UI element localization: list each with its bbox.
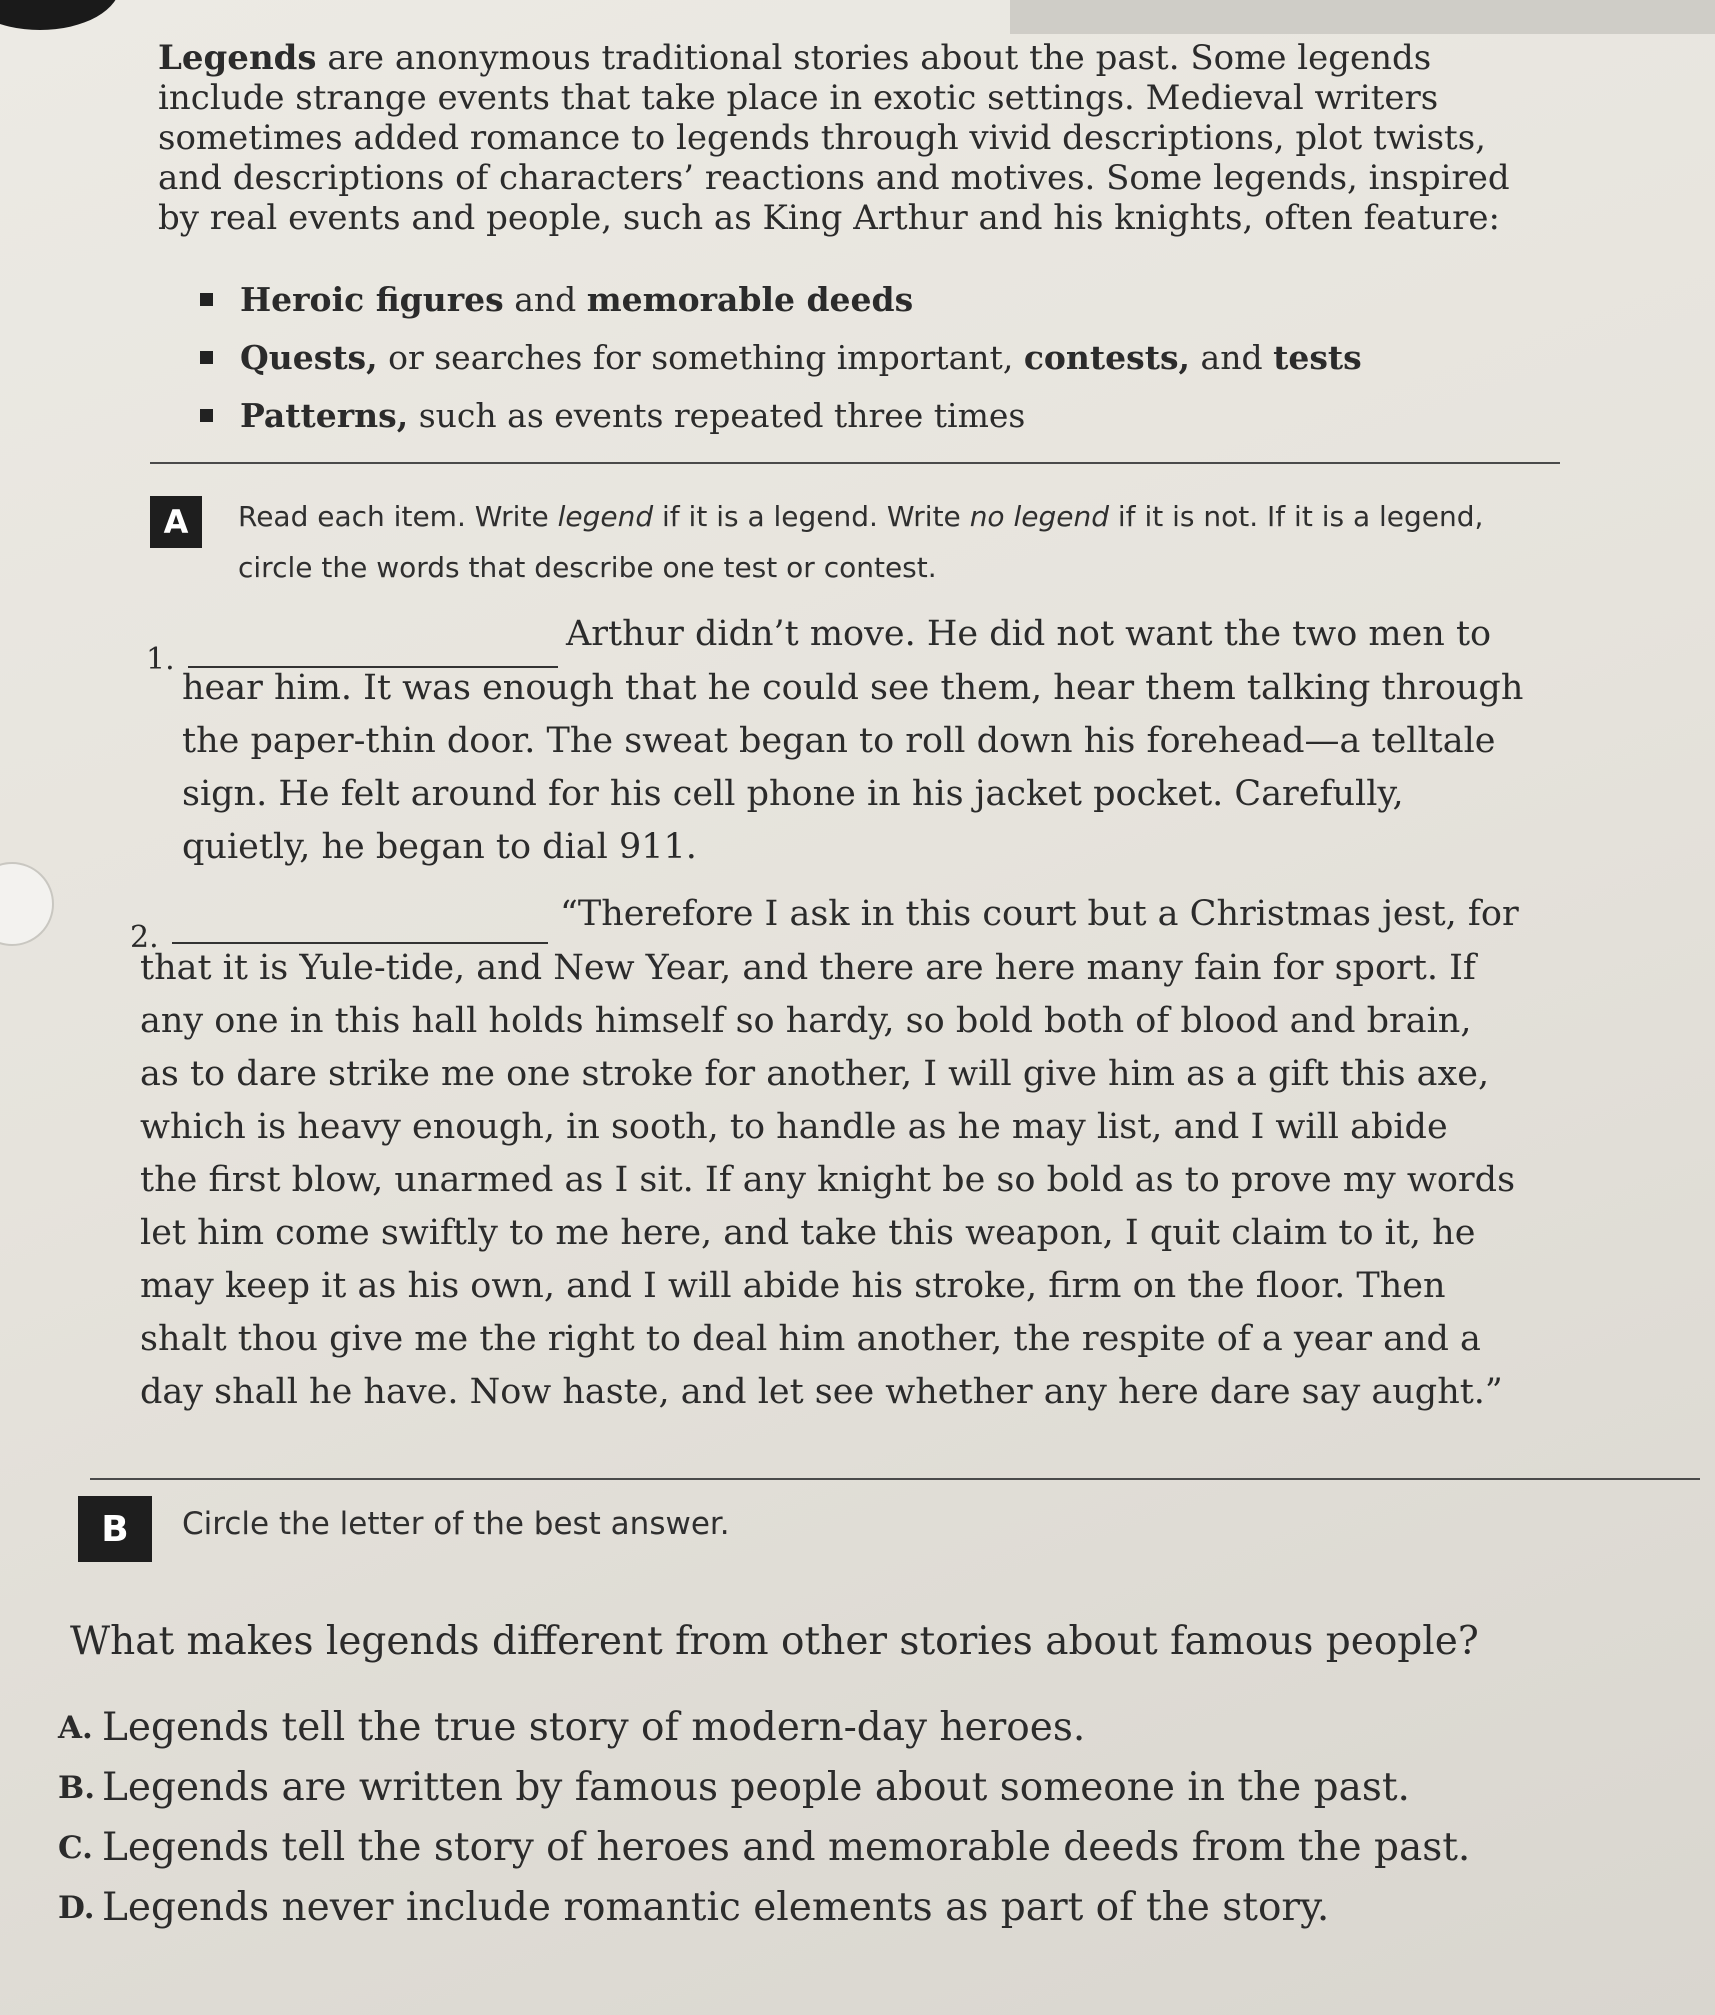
section-b-badge: B [78, 1496, 152, 1562]
option-c[interactable] [58, 1818, 1698, 1878]
instruction-term: no legend [969, 500, 1109, 533]
option-text: Legends are written by famous people about someone in the past. [102, 1765, 1410, 1810]
item-2-number: 2. [130, 920, 159, 955]
intro-term: Legends [158, 38, 317, 78]
passage-line: the first blow, unarmed as I sit. If any knight be so bold as to prove my words [140, 1160, 1516, 1200]
item-1-passage [182, 662, 1602, 874]
passage-line: shalt thou give me the right to deal him another, the respite of a year and a [140, 1319, 1481, 1359]
bullet-text: and [1190, 337, 1274, 377]
passage-line: the paper-thin door. The sweat began to roll down his forehead—a telltale [182, 721, 1496, 761]
bullet-text: and [503, 279, 587, 319]
passage-line: hear him. It was enough that he could see them, hear them talking through [182, 668, 1524, 708]
instruction-text: if it is a legend. Write [653, 500, 970, 533]
section-a-instructions [238, 500, 1578, 584]
bold-term: tests [1273, 337, 1362, 377]
option-letter[interactable]: C. [58, 1830, 93, 1866]
feature-list [200, 270, 1480, 444]
page-corner-shadow [0, 0, 120, 30]
section-a-badge: A [150, 496, 202, 548]
bold-term: Heroic figures [240, 279, 504, 319]
item-2-answer-blank[interactable] [172, 914, 548, 944]
bullet-text: such as events repeated three times [408, 395, 1026, 435]
question-text: What makes legends different from other stories about famous people? [70, 1619, 1479, 1664]
bullet-text: or searches for something important, [377, 337, 1024, 377]
intro-text: are anonymous traditional stories about the past. Some legends include strange events that take place in exotic settings. Medieval writers sometimes added romance to legends through vivid descriptions, plot twists, and descriptions of characters’ reactions and motives. Some legends, inspired by real events and people, such as King Arthur and his knights, often feature: [158, 38, 1510, 238]
item-1-first-line: Arthur didn’t move. He did not want the two men to [566, 614, 1492, 654]
passage-line: may keep it as his own, and I will abide his stroke, firm on the floor. Then [140, 1266, 1446, 1306]
passage-line: sign. He felt around for his cell phone in his jacket pocket. Carefully, [182, 774, 1404, 814]
bold-term: memorable deeds [586, 279, 914, 319]
option-letter[interactable]: A. [58, 1710, 93, 1746]
passage-line: that it is Yule-tide, and New Year, and there are here many fain for sport. If [140, 948, 1476, 988]
option-text: Legends tell the story of heroes and memorable deeds from the past. [102, 1825, 1471, 1870]
passage-line: day shall he have. Now haste, and let see whether any here dare say aught.” [140, 1372, 1503, 1412]
feature-item [200, 328, 1480, 386]
section-b-instructions: Circle the letter of the best answer. [182, 1506, 730, 1542]
bold-term: Patterns, [240, 395, 409, 435]
option-b[interactable] [58, 1758, 1698, 1818]
passage-line: which is heavy enough, in sooth, to handle as he may list, and I will abide [140, 1107, 1448, 1147]
instruction-text: if it is not. If it is a legend, [1109, 500, 1484, 533]
option-d[interactable] [58, 1878, 1698, 1938]
section-divider [150, 462, 1560, 464]
passage-line: as to dare strike me one stroke for another, I will give him as a gift this axe, [140, 1054, 1490, 1094]
feature-item [200, 386, 1480, 444]
binder-hole [0, 862, 54, 946]
instruction-text: Read each item. Write [238, 500, 558, 533]
feature-item [200, 270, 1480, 328]
answer-options [58, 1698, 1698, 1938]
option-letter[interactable]: D. [58, 1890, 95, 1926]
bullet-square-icon [200, 409, 213, 422]
passage-line: any one in this hall holds himself so hardy, so bold both of blood and brain, [140, 1001, 1472, 1041]
bullet-square-icon [200, 293, 213, 306]
item-2-passage [140, 942, 1700, 1419]
section-divider [90, 1478, 1700, 1480]
instruction-term: legend [557, 500, 654, 533]
bullet-square-icon [200, 351, 213, 364]
instruction-text: circle the words that describe one test or contest. [238, 551, 937, 584]
page-edge-strip [1010, 0, 1715, 34]
item-2-first-line: “Therefore I ask in this court but a Christmas jest, for [560, 894, 1519, 934]
bold-term: Quests, [240, 337, 378, 377]
option-text: Legends tell the true story of modern-day heroes. [102, 1705, 1086, 1750]
option-text: Legends never include romantic elements as part of the story. [102, 1885, 1330, 1930]
passage-line: quietly, he began to dial 911. [182, 827, 697, 867]
item-1-number: 1. [146, 642, 175, 677]
bold-term: contests, [1023, 337, 1191, 377]
option-a[interactable] [58, 1698, 1698, 1758]
option-letter[interactable]: B. [58, 1770, 95, 1806]
passage-line: let him come swiftly to me here, and take this weapon, I quit claim to it, he [140, 1213, 1476, 1253]
intro-paragraph [158, 38, 1558, 238]
